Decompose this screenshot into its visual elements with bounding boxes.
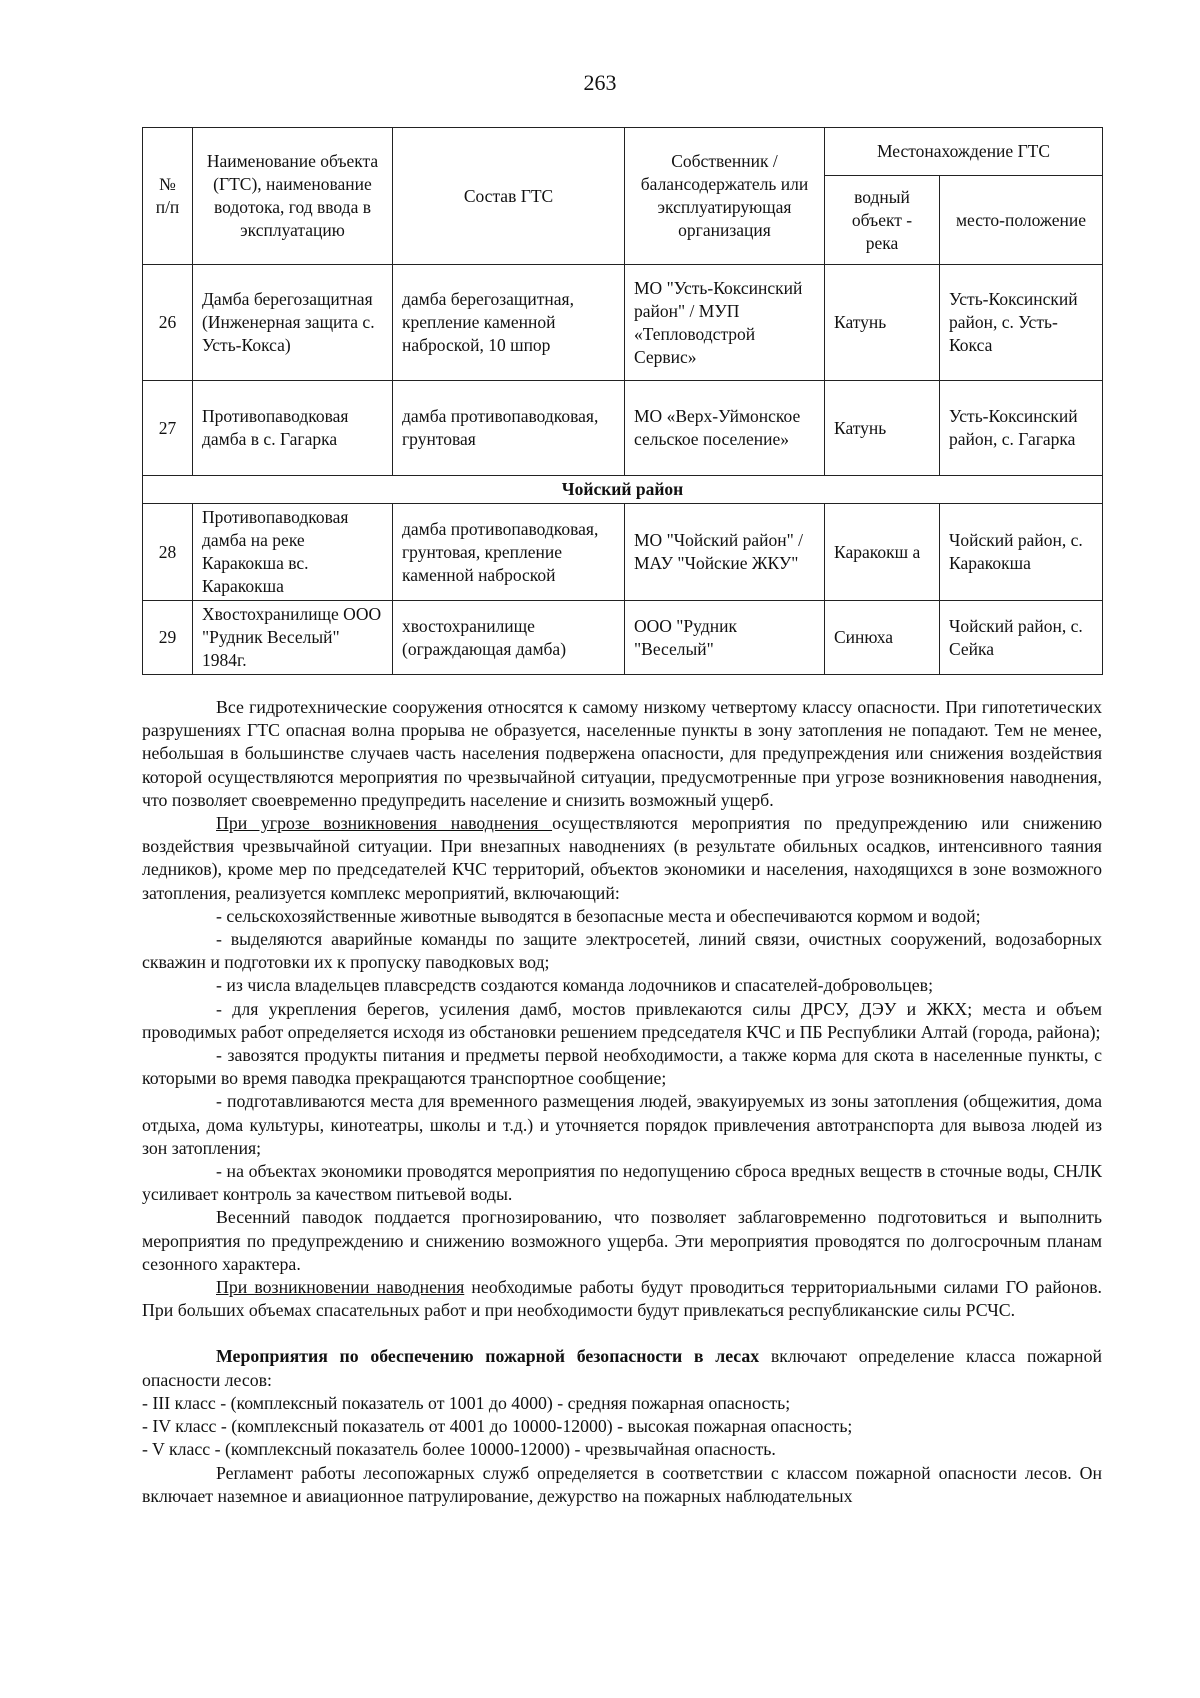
header-place: место-положение: [940, 176, 1103, 265]
row-river: Каракокш а: [825, 504, 940, 601]
paragraph-rest: необходимые работы будут проводиться территориальными силами ГО районов. При больших объемах спасательных работ и при необходимости будут привлекаться республиканские силы РСЧС.: [142, 1277, 1102, 1321]
paragraph: Весенний паводок поддается прогнозированию, что позволяет заблаговременно подготовиться и выполнить мероприятия по предупреждению и снижению возможного ущерба. Эти мероприятия проводятся по долгосрочным планам сезонного характера.: [142, 1207, 1102, 1274]
row-name: Противопаводковая дамба на реке Каракокша вс. Каракокша: [193, 504, 393, 601]
row-composition: хвостохранилище (ограждающая дамба): [393, 601, 625, 675]
list-item: - из числа владельцев плавсредств создаются команда лодочников и спасателей-добровольцев;: [216, 975, 934, 996]
list-item: - для укрепления берегов, усиления дамб, мостов привлекаются силы ДРСУ, ДЭУ и ЖКХ; места и объем проводимых работ определяется исходя из обстановки решением председателя КЧС и ПБ Республики Алтай (города, района);: [142, 998, 1102, 1042]
row-num: 27: [143, 381, 193, 476]
paragraph-rest: осуществляются мероприятия по предупреждению или снижению воздействия чрезвычайной ситуации. При внезапных наводнениях (в результате обильных осадков, интенсивного таяния ледников), кроме мер по председателей КЧС территорий, объектов экономики и населения, находящихся в зоне возможного затопления, реализуется комплекс мероприятий, включающий:: [142, 813, 1102, 903]
table-row: [143, 601, 1103, 675]
header-name: Наименование объекта (ГТС), наименование водотока, год ввода в эксплуатацию: [193, 128, 393, 265]
row-composition: дамба противопаводковая, грунтовая, крепление каменной наброской: [393, 504, 625, 601]
row-river: Катунь: [825, 265, 940, 381]
table-row: [143, 504, 1103, 601]
class-item: - V класс - (комплексный показатель более 10000-12000) - чрезвычайная опасность.: [142, 1439, 776, 1460]
section-row: [143, 476, 1103, 504]
list-item: - завозятся продукты питания и предметы первой необходимости, а также корма для скота в населенные пункты, с которыми во время паводка прекращаются транспортное сообщение;: [142, 1045, 1102, 1089]
list-item: - сельскохозяйственные животные выводятся в безопасные места и обеспечиваются кормом и водой;: [216, 905, 981, 926]
row-owner: МО «Верх-Уймонское сельское поселение»: [625, 381, 825, 476]
row-owner: МО "Усть-Коксинский район" / МУП «Тепловодстрой Сервис»: [625, 265, 825, 381]
list-item: - выделяются аварийные команды по защите электросетей, линий связи, очистных сооружений, водозаборных скважин и подготовки их к пропуску паводковых вод;: [142, 929, 1102, 973]
list-item: - подготавливаются места для временного размещения людей, эвакуируемых из зоны затопления (общежития, дома отдыха, дома культуры, кинотеатры, школы и т.д.) и уточняется порядок привлечения автотранспорта для вывоза людей из зон затопления;: [142, 1091, 1102, 1158]
header-location-group: Местонахождение ГТС: [825, 128, 1103, 176]
row-owner: МО "Чойский район" / МАУ "Чойские ЖКУ": [625, 504, 825, 601]
header-water-body: водный объект - река: [825, 176, 940, 265]
row-name: Дамба берегозащитная (Инженерная защита с. Усть-Кокса): [193, 265, 393, 381]
paragraph: Регламент работы лесопожарных служб определяется в соответствии с классом пожарной опасности лесов. Он включает наземное и авиационное патрулирование, дежурство на пожарных наблюдательных: [142, 1462, 1102, 1506]
row-num: 28: [143, 504, 193, 601]
row-river: Катунь: [825, 381, 940, 476]
row-owner: ООО "Рудник "Веселый": [625, 601, 825, 675]
row-num: 26: [143, 265, 193, 381]
underlined-lead: При возникновении наводнения: [216, 1277, 465, 1298]
row-composition: дамба берегозащитная, крепление каменной наброской, 10 шпор: [393, 265, 625, 381]
header-composition: Состав ГТС: [393, 128, 625, 265]
bold-lead: Мероприятия по обеспечению пожарной безопасности в лесах: [216, 1346, 760, 1367]
header-owner: Собственник / балансодержатель или эксплуатирующая организация: [625, 128, 825, 265]
row-name: Хвостохранилище ООО "Рудник Веселый" 1984г.: [193, 601, 393, 675]
underlined-lead: При угрозе возникновения наводнения: [216, 813, 553, 834]
row-place: Чойский район, с. Каракокша: [940, 504, 1103, 601]
row-composition: дамба противопаводковая, грунтовая: [393, 381, 625, 476]
table-row: [143, 265, 1103, 381]
header-num: № п/п: [143, 128, 193, 265]
paragraph: [142, 1345, 1102, 1391]
gts-table: [142, 127, 1103, 675]
row-num: 29: [143, 601, 193, 675]
spacer: [142, 1322, 1102, 1345]
class-item: - III класс - (комплексный показатель от 1001 до 4000) - средняя пожарная опасность;: [142, 1392, 791, 1413]
paragraph: [142, 812, 1102, 905]
section-title: Чойский район: [143, 476, 1103, 504]
row-river: Синюха: [825, 601, 940, 675]
row-place: Чойский район, с. Сейка: [940, 601, 1103, 675]
row-place: Усть-Коксинский район, с. Усть-Кокса: [940, 265, 1103, 381]
page-number: 263: [583, 70, 617, 95]
paragraph-rest: включают определение класса пожарной опасности лесов:: [142, 1346, 1102, 1390]
table-row: [143, 381, 1103, 476]
paragraph: [142, 1276, 1102, 1322]
row-name: Противопаводковая дамба в с. Гагарка: [193, 381, 393, 476]
paragraph: Все гидротехнические сооружения относятся к самому низкому четвертому классу опасности. При гипотетических разрушениях ГТС опасная волна прорыва не образуется, населенные пункты в зону затопления не попадают. Тем не менее, небольшая в большинстве случаев часть населения подвержена опасности, для предупреждения или снижения воздействия которой осуществляются мероприятия по чрезвычайной ситуации, предусмотренные при угрозе возникновения наводнения, что позволяет своевременно предупредить население и снизить возможный ущерб.: [142, 697, 1102, 810]
body-text: [142, 696, 1102, 1508]
list-item: - на объектах экономики проводятся мероприятия по недопущению сброса вредных веществ в сточные воды, СНЛК усиливает контроль за качеством питьевой воды.: [142, 1161, 1102, 1205]
class-item: - IV класс - (комплексный показатель от 4001 до 10000-12000) - высокая пожарная опасность;: [142, 1416, 853, 1437]
row-place: Усть-Коксинский район, с. Гагарка: [940, 381, 1103, 476]
